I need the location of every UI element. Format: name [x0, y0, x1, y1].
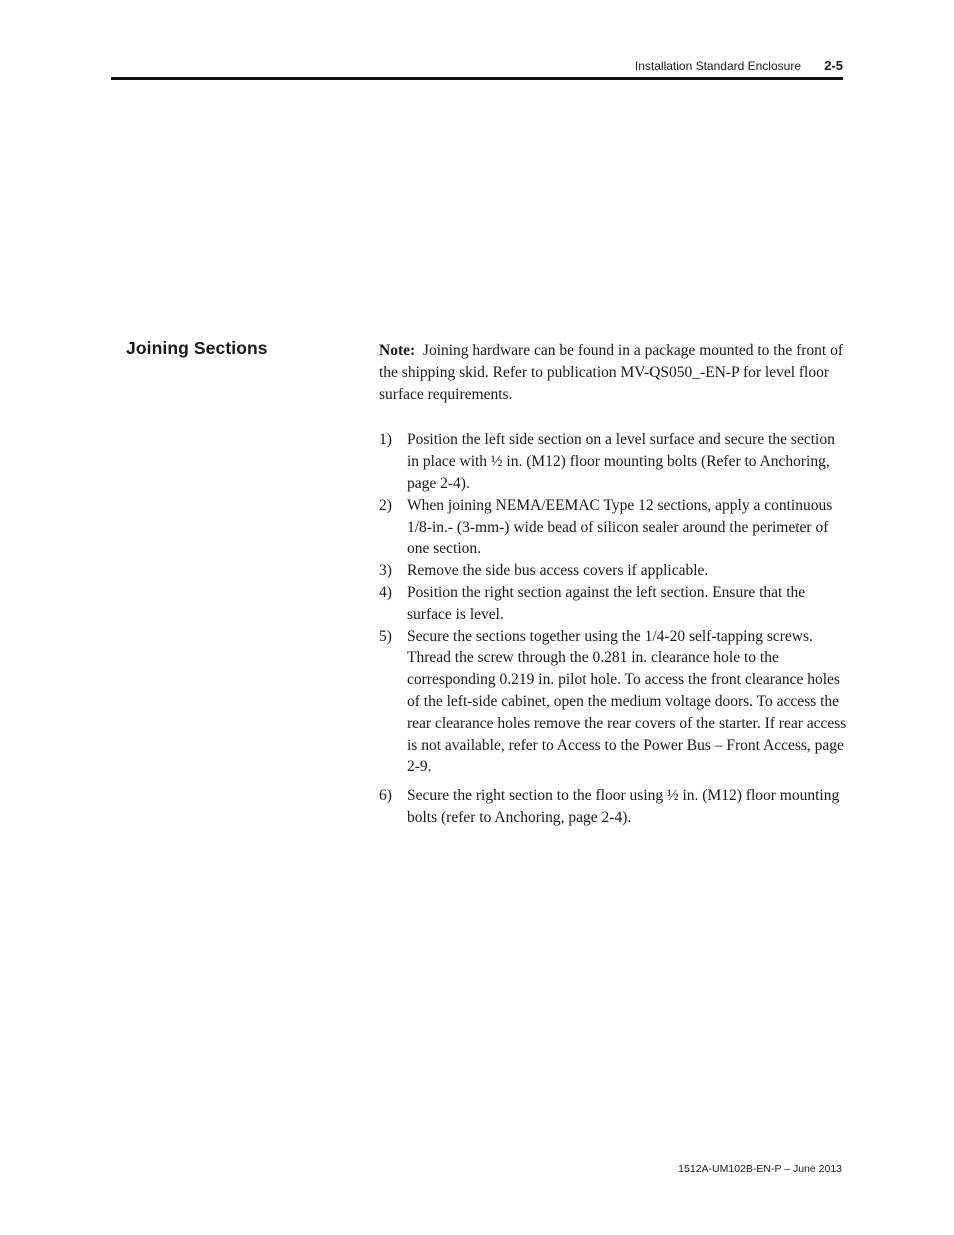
- step-text: Position the left side section on a level surface and secure the section in place with ½ in. (M12) floor mounting bolts (Refer to Anchoring, page 2-4).: [407, 431, 835, 492]
- header-title: Installation Standard Enclosure: [634, 59, 801, 73]
- step-number: 5): [379, 627, 392, 645]
- step-text: Secure the right section to the floor using ½ in. (M12) floor mounting bolts (refer to Anchoring, page 2-4).: [407, 787, 840, 826]
- step-item: [379, 560, 849, 582]
- step-text: Secure the sections together using the 1/4-20 self-tapping screws. Thread the screw through the 0.281 in. clearance hole to the corresponding 0.219 in. pilot hole. To access the front clearance holes of the left-side cabinet, open the medium voltage doors. To access the rear clearance holes remove the rear covers of the starter. If rear access is not available, refer to Access to the Power Bus – Front Access, page 2-9.: [407, 627, 847, 776]
- step-number: 1): [379, 431, 392, 449]
- step-number: 6): [379, 787, 392, 805]
- section-heading: Joining Sections: [126, 338, 268, 358]
- step-item: [379, 495, 849, 560]
- note-paragraph: [379, 340, 849, 405]
- note-label: Note:: [379, 342, 416, 359]
- step-text: Remove the side bus access covers if applicable.: [407, 562, 709, 580]
- page-footer: 1512A-UM102B-EN-P – June 2013: [678, 1163, 842, 1175]
- step-item: [379, 582, 849, 626]
- step-text: When joining NEMA/EEMAC Type 12 sections, apply a continuous 1/8-in.- (3-mm-) wide bead of silicon sealer around the perimeter of one section.: [407, 496, 833, 558]
- page-header: [111, 57, 843, 80]
- step-item: [379, 785, 849, 829]
- note-text: Joining hardware can be found in a package mounted to the front of the shipping skid. Refer to publication MV-QS050_-EN-P for level floor surface requirements.: [379, 342, 843, 403]
- step-number: 3): [379, 562, 392, 580]
- step-text: Position the right section against the left section. Ensure that the surface is level.: [407, 583, 806, 623]
- step-number: 2): [379, 496, 392, 514]
- step-item: [379, 626, 849, 779]
- section-content: [379, 340, 849, 829]
- step-item: [379, 429, 849, 494]
- steps-list: [379, 429, 849, 828]
- step-number: 4): [379, 583, 392, 601]
- header-page-number: 2-5: [824, 58, 843, 73]
